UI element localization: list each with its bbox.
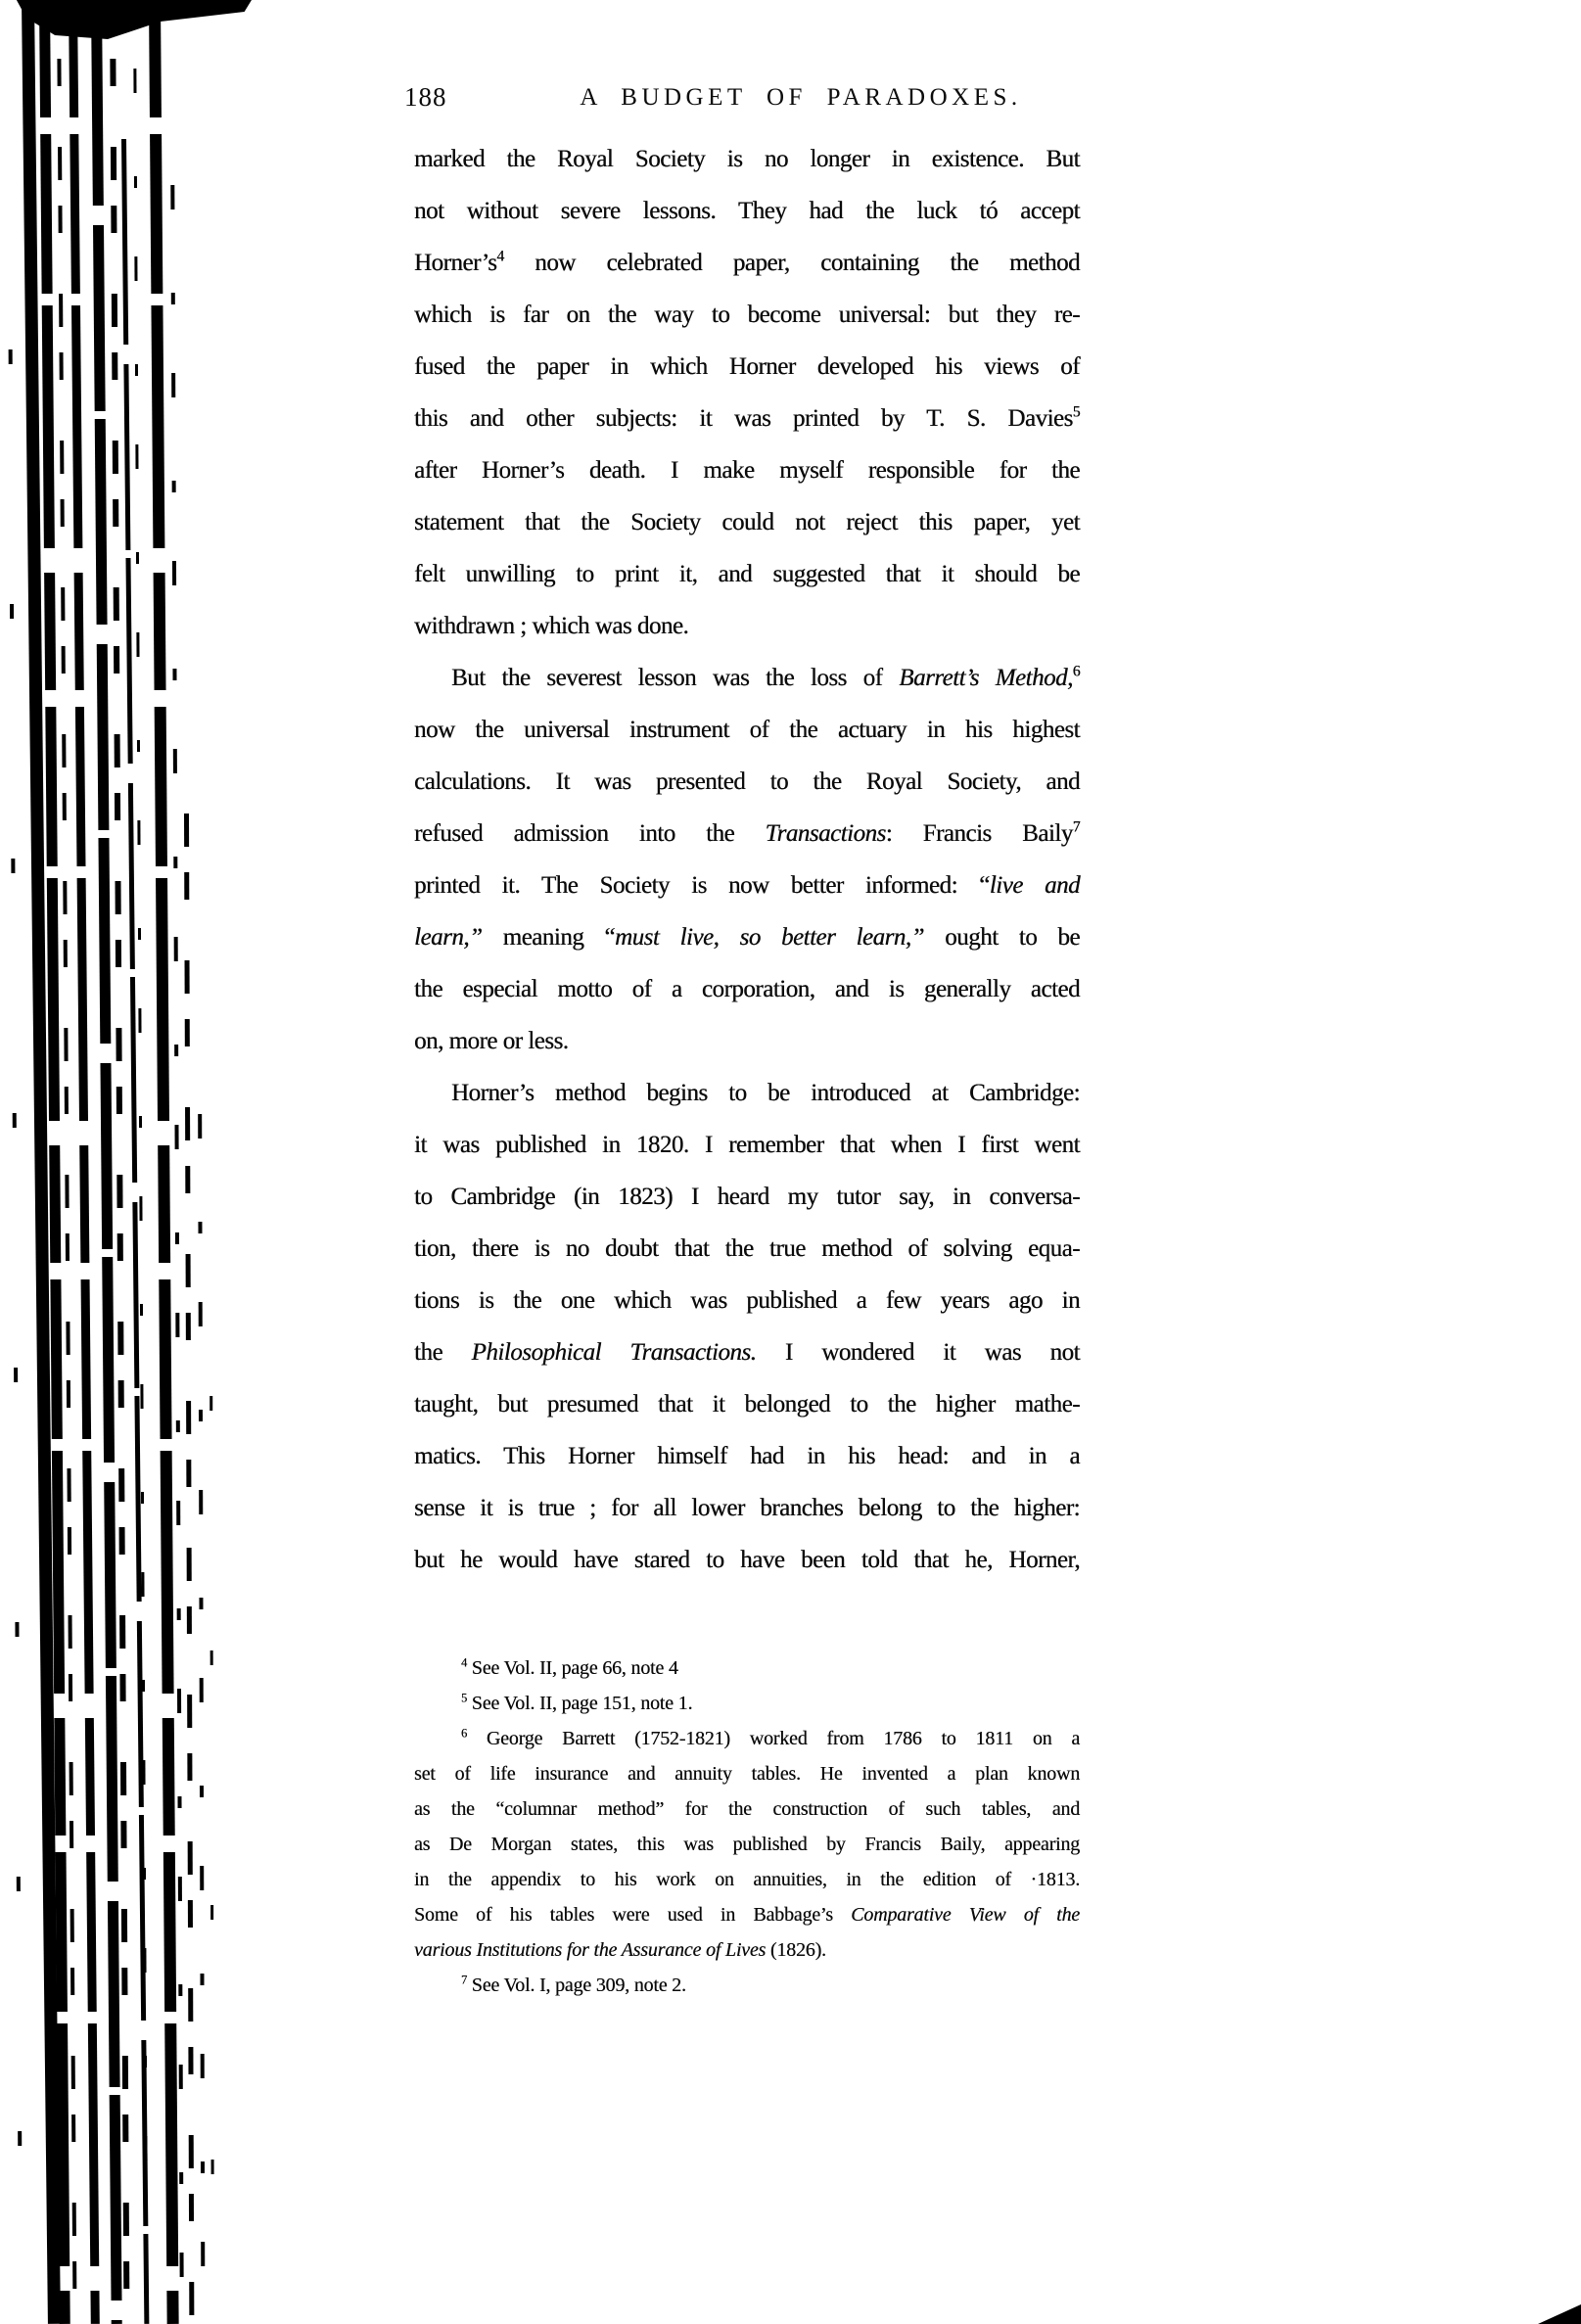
text-line: calculations. It was presented to the Royal Society, and [414, 768, 1080, 795]
text-line: set of life insurance and annuity tables. He invented a plan known [414, 1763, 1080, 1785]
text-line: Some of his tables were used in Babbage’s Comparative View of the [414, 1904, 1080, 1926]
text-line: $Horner’s^4$ now celebrated paper, containing the method [414, 248, 1080, 276]
text-line: Horner’s method begins to be introduced at Cambridge: [451, 1080, 1080, 1106]
text-line: not without severe lessons. They had the luck tó accept [414, 198, 1080, 224]
scan-streak [8, 232, 23, 2324]
text-line: felt unwilling to print it, and suggested that it should be [414, 561, 1080, 587]
text-line: but he would have stared to have been told that he, Horner, [414, 1547, 1080, 1573]
text-line: in the appendix to his work on annuities, in the edition of ·1813. [414, 1869, 1080, 1890]
text-line: learn,” meaning “must live, so better learn,” ought to be [414, 924, 1080, 951]
text-line: after Horner’s death. I make myself responsible for the [414, 457, 1080, 484]
text-line: now the universal instrument of the actuary in his highest [414, 717, 1080, 743]
text-line: refused admission into the Transactions: Francis Baily$^7$ [414, 818, 1080, 847]
text-line: matics. This Horner himself had in his head: and in a [414, 1443, 1080, 1469]
text-line: But the severest lesson was the loss of Barrett’s Method,$^6$ [451, 663, 1080, 691]
text-line: $^7$ See Vol. I, page 309, note 2. [461, 1973, 686, 1996]
scan-streak [184, 813, 194, 2324]
text-line: to Cambridge (in 1823) I heard my tutor say, in conversa- [414, 1184, 1080, 1210]
text-line: on, more or less. [414, 1028, 569, 1054]
body-text [414, 133, 1080, 1586]
scan-streak [209, 1278, 214, 2324]
scan-corner-mark [1538, 2304, 1581, 2324]
text-line: printed it. The Society is now better informed: “live and [414, 872, 1080, 899]
text-line: which is far on the way to become universal: but they re- [414, 302, 1080, 328]
text-line: the especial motto of a corporation, and is generally acted [414, 976, 1080, 1002]
text-line: the Philosophical Transactions. I wondered it was not [414, 1339, 1080, 1366]
text-line: $^6$ George Barrett (1752-1821) worked from 1786 to 1811 on a [461, 1726, 1080, 1749]
footnotes [414, 1650, 1080, 2003]
running-head: A BUDGET OF PARADOXES. [580, 84, 1022, 111]
text-line: this and other subjects: it was printed by T. S. Davies$^5$ [414, 403, 1080, 432]
text-line: tions is the one which was published a few years ago in [414, 1287, 1080, 1314]
text-line: $^4$ See Vol. II, page 66, note 4 [461, 1655, 678, 1679]
text-line: it was published in 1820. I remember that when I first went [414, 1132, 1080, 1158]
text-line: fused the paper in which Horner developed his views of [414, 353, 1080, 380]
text-line: marked the Royal Society is no longer in existence. But [414, 146, 1080, 172]
text-line: as the “columnar method” for the construction of such tables, and [414, 1798, 1080, 1820]
page-number: 188 [404, 82, 447, 112]
text-line: withdrawn ; which was done. [414, 613, 689, 639]
scan-streak [198, 1046, 205, 2324]
text-line: tion, there is no doubt that the true method of solving equa- [414, 1235, 1080, 1262]
text-line: statement that the Society could not reject this paper, yet [414, 509, 1080, 535]
text-line: taught, but presumed that it belonged to the higher mathe- [414, 1391, 1080, 1418]
text-line: various Institutions for the Assurance of Lives (1826). [414, 1939, 826, 1961]
text-line: as De Morgan states, this was published by Francis Baily, appearing [414, 1834, 1080, 1855]
text-line: $^5$ See Vol. II, page 151, note 1. [461, 1691, 693, 1714]
scan-gutter-artifact [0, 0, 264, 2324]
text-line: sense it is true ; for all lower branches belong to the higher: [414, 1495, 1080, 1521]
page-header [404, 82, 1080, 121]
